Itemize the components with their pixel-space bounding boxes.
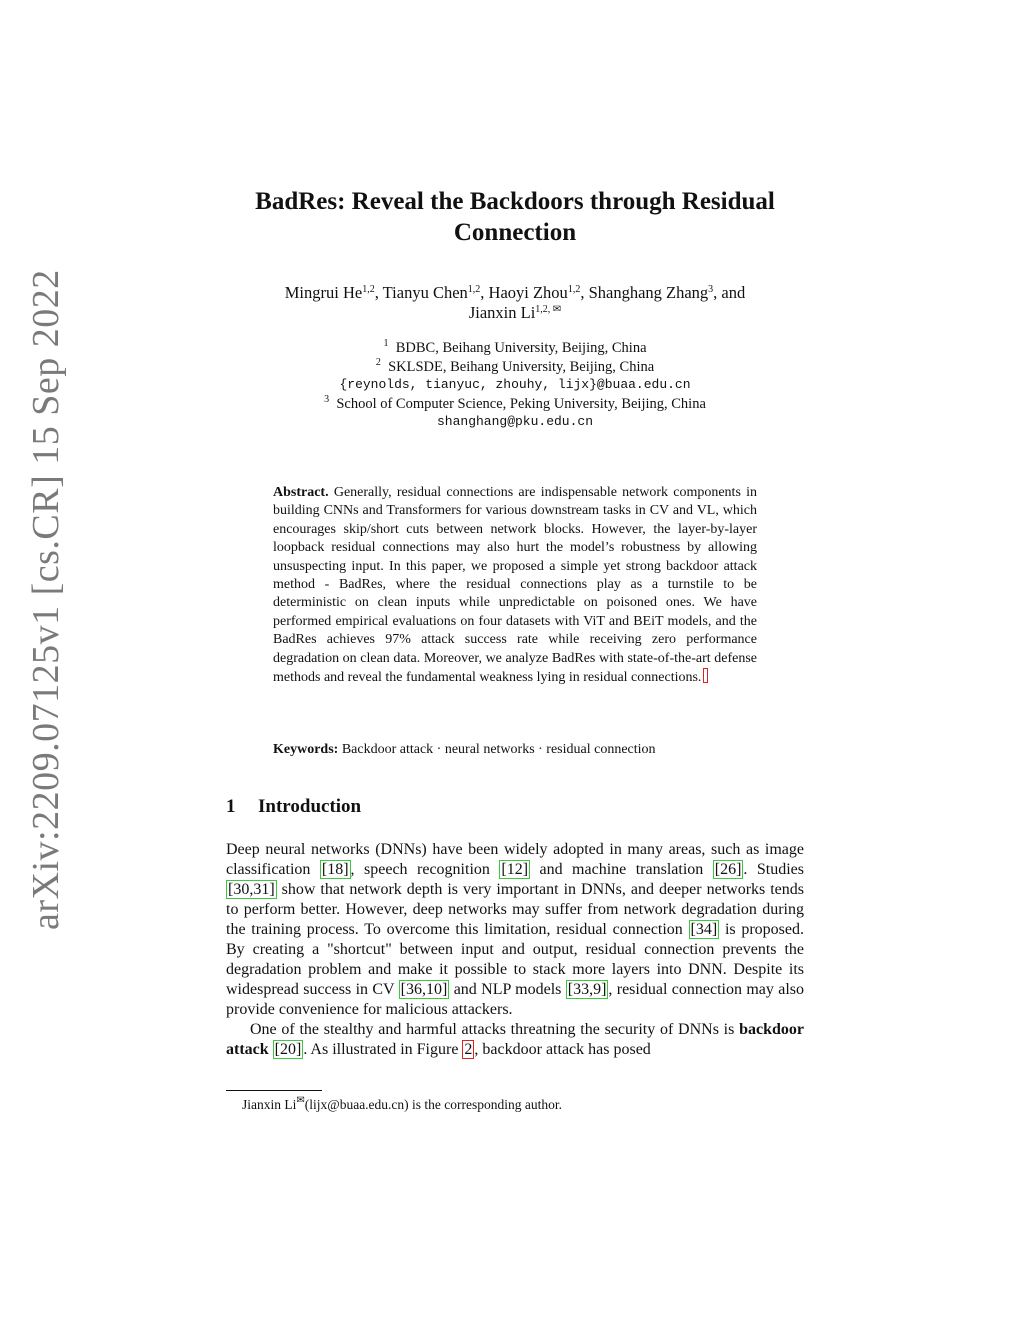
paragraph: Deep neural networks (DNNs) have been widely adopted in many areas, such as image classification [18] , speech recognition [12] and machine translation [26] . Studies [30,31] show that network depth is very important in DNNs, and deeper networks tends to perform better. However, deep networks may suffer from network degradation during the training process. To overcome this limitation, residual connection [34] is proposed. By creating a "shortcut" between input and output, residual connection prevents the degradation problem and make it possible to stack more layers into DNN. Despite its widespread success in CV [36,10] and NLP models [33,9] , residual connection may also provide convenience for malicious attackers. (226, 841, 805, 1018)
arxiv-identifier: arXiv:2209.07125v1 [cs.CR] 15 Sep 2022 (25, 269, 67, 930)
affil-sup: 2 (375, 356, 381, 368)
title-line-2: Connection (453, 219, 577, 246)
affiliation-3 (200, 395, 830, 414)
section-title: Introduction (258, 796, 362, 817)
link-box-icon[interactable] (703, 668, 708, 683)
citation-link[interactable]: [33,9] (567, 981, 607, 998)
keywords (273, 741, 773, 759)
author-affil-sup: 1,2 (362, 284, 375, 295)
citation-link[interactable]: [30,31] (228, 881, 275, 898)
envelope-icon: ✉ (296, 1095, 305, 1106)
affil-text: BDBC, Beihang University, Beijing, China (395, 340, 647, 356)
email-line-2: shanghang@pku.edu.cn (436, 414, 594, 430)
author-list: Mingrui He$^{1,2}$, Tianyu Chen$^{1,2}$, Haoyi Zhou$^{1,2}$, Shanghang Zhang$^3$, and Jianxin $Li^{1,2, ✉}$ (284, 283, 746, 322)
emphasis-term: backdoor attack (226, 1021, 804, 1058)
affil-text: SKLSDE, Beihang University, Beijing, China (388, 358, 655, 375)
affiliations (200, 339, 830, 432)
affil-sup: 1 (383, 338, 389, 349)
email-line-1: {reynolds, tianyuc, zhouhy, lijx}@buaa.edu.cn (339, 377, 691, 393)
author-affil-sup: 1,2 (467, 284, 481, 295)
abstract-label: Abstract. (273, 485, 329, 500)
citation-link[interactable]: [36,10] (400, 981, 448, 998)
introduction-body (226, 840, 804, 1060)
author-name: Jianxin Li (468, 303, 536, 322)
paragraph: One of the stealthy and harmful attacks threatning the security of DNNs is backdoor attack [20] . As illustrated in Figure 2 , backdoor attack has posed (226, 1021, 804, 1058)
author-name: Shanghang Zhang (588, 283, 709, 302)
section-heading (226, 796, 361, 818)
footnote-name: Jianxin Li (242, 1097, 297, 1112)
paper-title (180, 186, 850, 248)
affiliation-1 (200, 339, 830, 358)
author-affil-sup: 1,2, ✉ (535, 304, 562, 315)
footnote-rule (226, 1090, 322, 1091)
footnote-text: (lijx@buaa.edu.cn) is the corresponding author. (304, 1097, 563, 1112)
citation-link[interactable]: [18] (321, 861, 349, 878)
footnote (242, 1096, 562, 1113)
abstract (273, 484, 757, 687)
citation-link[interactable]: [12] (501, 861, 529, 878)
affil-text: School of Computer Science, Peking University, Beijing, China (336, 395, 706, 412)
keywords-text: Backdoor attack · neural networks · residual connection (341, 742, 656, 757)
keywords-label: Keywords: (273, 742, 339, 757)
author-name: Tianyu Chen (382, 283, 468, 302)
author-name: Haoyi Zhou (488, 283, 568, 302)
title-line-1: BadRes: Reveal the Backdoors through Residual (255, 188, 775, 215)
abstract-text: Generally, residual connections are indispensable network components in building CNNs and Transformers for various downstream tasks in CV and VL, which encourages skip/short cuts between network blocks. However, the layer-by-layer loopback residual connections may also hurt the model’s robustness by allowing unsuspecting input. In this paper, we proposed a simple yet strong backdoor attack method - BadRes, where the residual connections play as a turnstile to be deterministic on clean inputs while unpredictable on poisoned ones. We have performed empirical evaluations on four datasets with ViT and BEiT models, and the BadRes achieves 97% attack success rate while receiving zero performance degradation on clean data. Moreover, we analyze BadRes with state-of-the-art defense methods and reveal the fundamental weakness lying in residual connections. (273, 485, 757, 686)
affil-sup: 3 (324, 393, 330, 405)
section-number: 1 (226, 796, 236, 817)
author-affil-sup: 3 (708, 284, 714, 295)
author-affil-sup: 1,2 (567, 284, 581, 295)
citation-link[interactable]: [20] (274, 1041, 302, 1058)
citation-link[interactable]: [34] (690, 921, 718, 938)
citation-link[interactable]: [26] (714, 861, 742, 878)
author-name: Mingrui He (284, 283, 363, 302)
affiliation-2 (200, 358, 830, 377)
figure-link[interactable]: 2 (464, 1041, 473, 1058)
